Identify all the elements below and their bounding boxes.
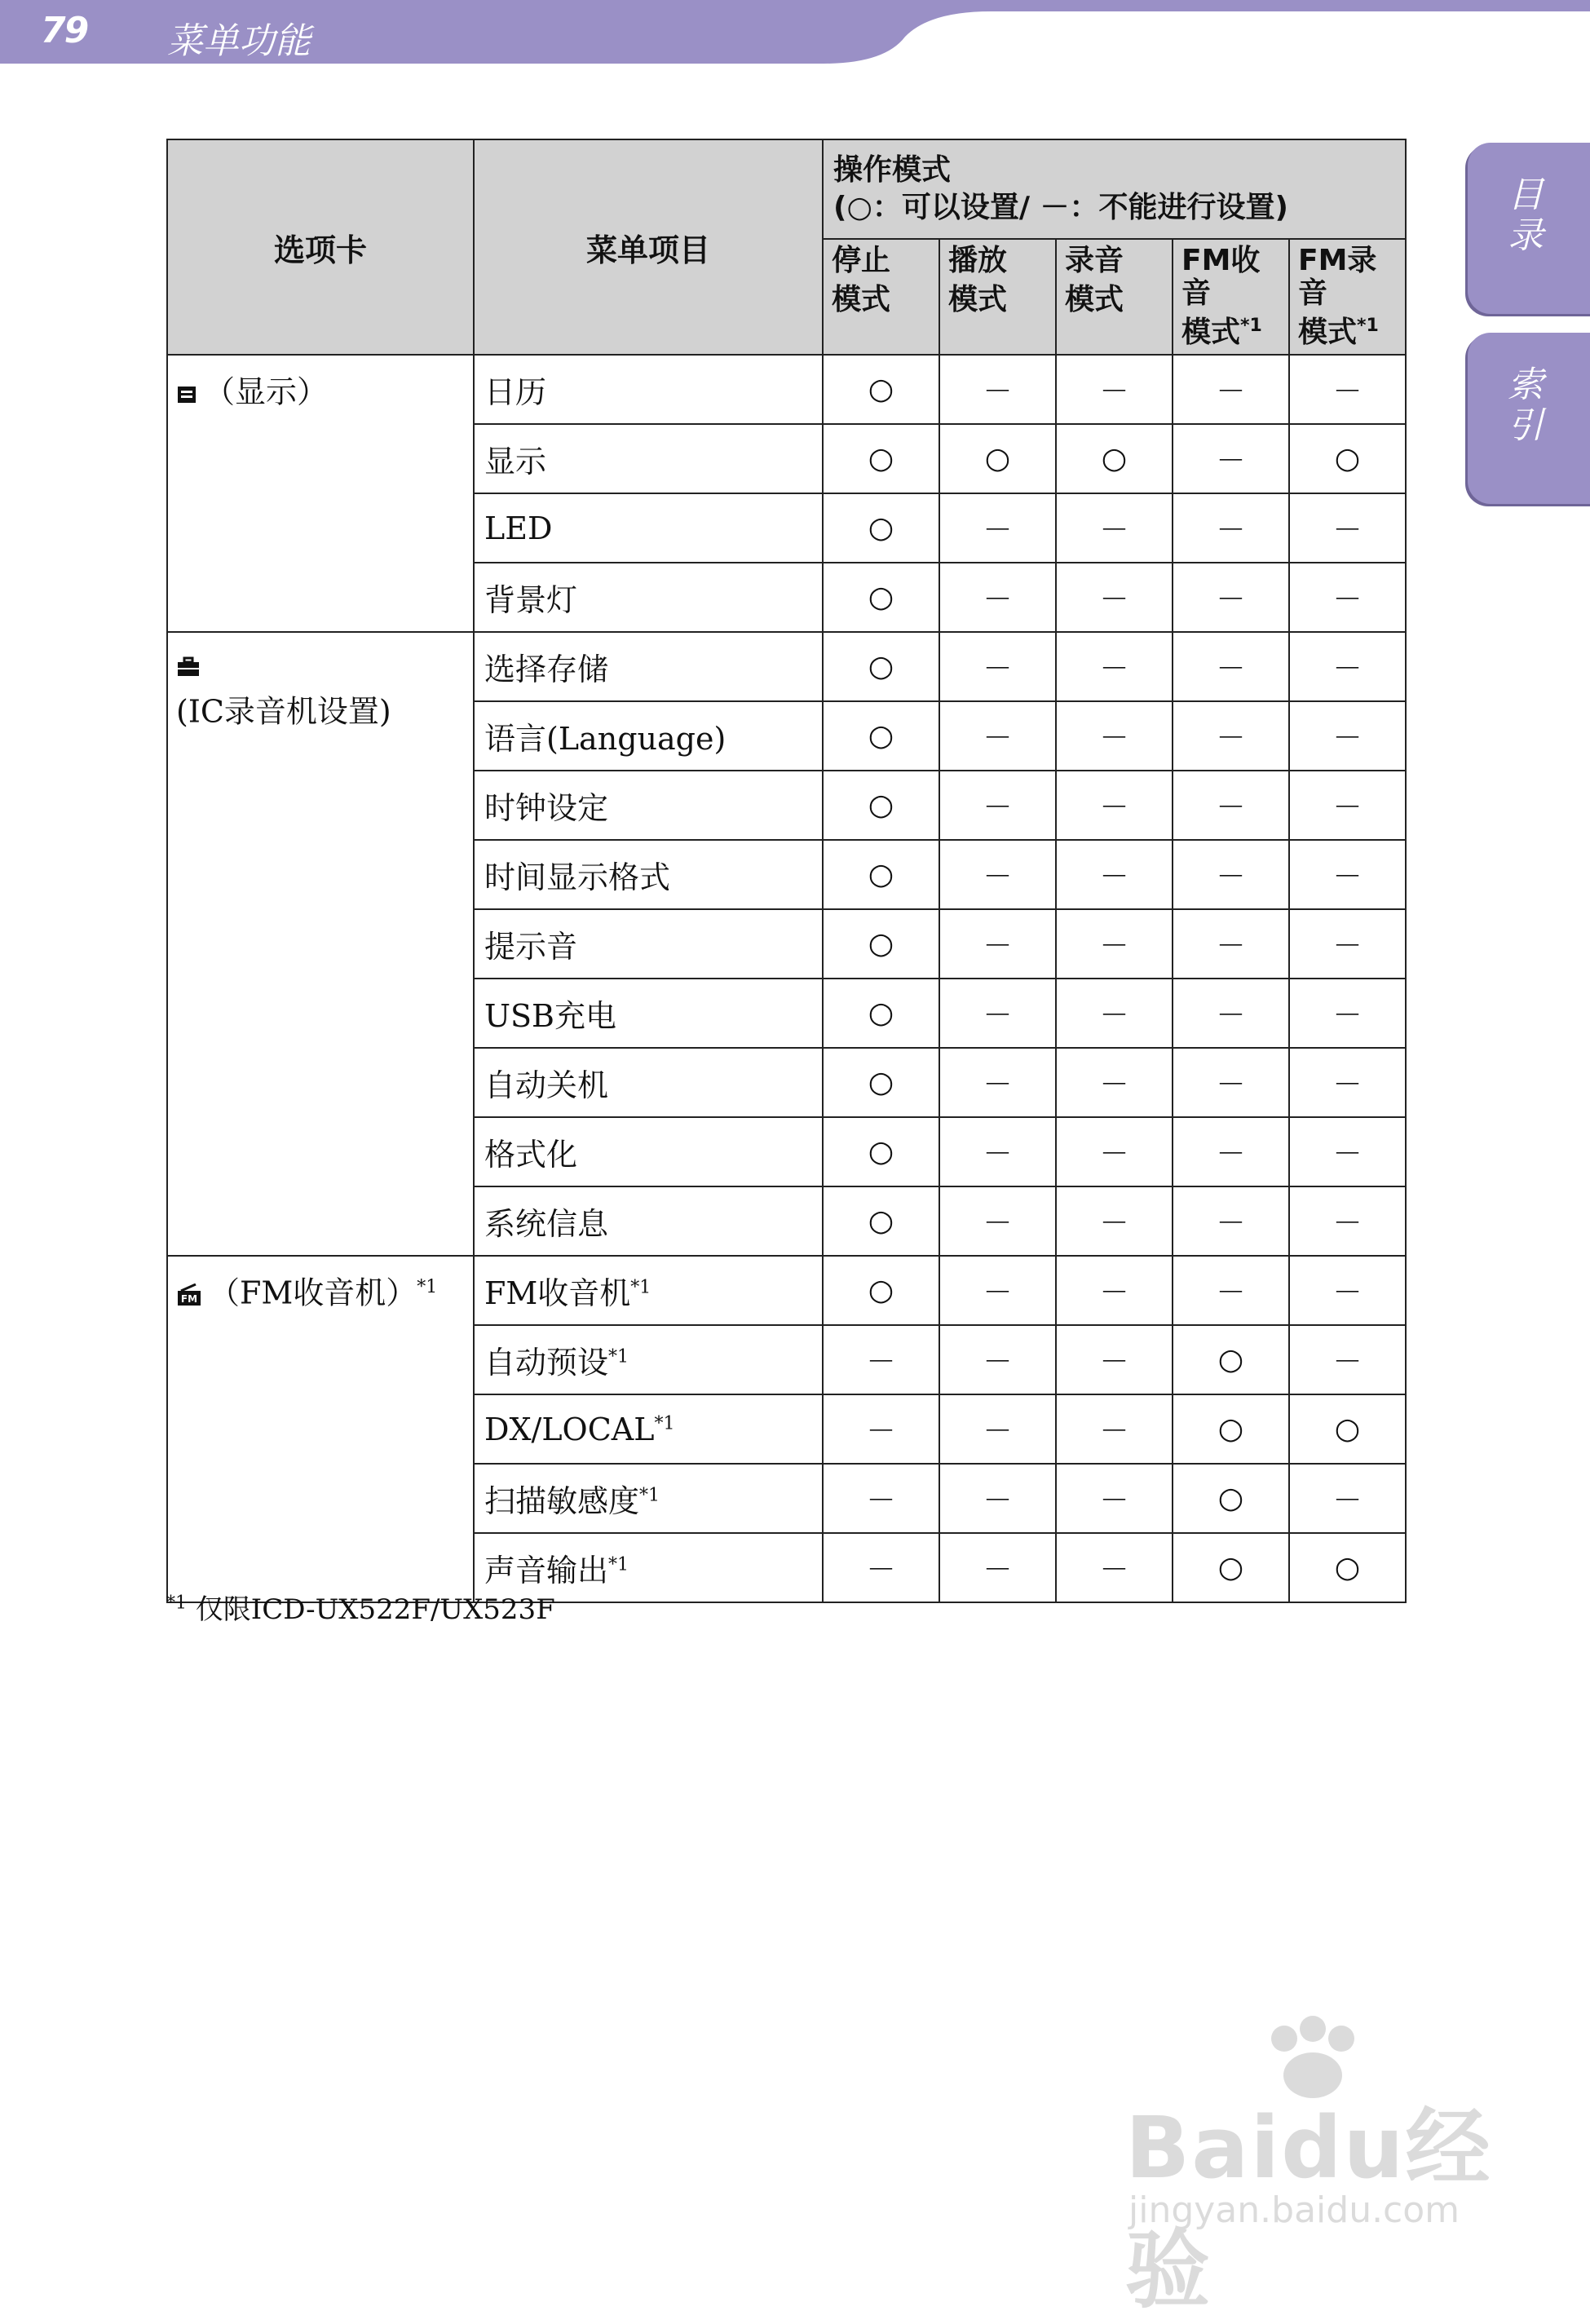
tab-cell — [167, 1256, 474, 1602]
header-tab: 选项卡 — [167, 139, 474, 355]
menu-item-cell — [474, 1186, 823, 1256]
menu-item-cell — [474, 632, 823, 701]
not-settable-mark: － — [1056, 840, 1173, 909]
tab-label: （显示） — [204, 373, 329, 410]
menu-item-label: 选择存储 — [484, 652, 609, 687]
not-settable-mark: － — [1173, 355, 1289, 424]
not-settable-mark: － — [1173, 563, 1289, 632]
not-settable-mark: － — [1056, 563, 1173, 632]
not-settable-mark: － — [1289, 355, 1406, 424]
not-settable-mark: － — [939, 1256, 1056, 1325]
not-settable-mark: － — [1173, 1117, 1289, 1186]
menu-item-label: 自动预设 — [484, 1345, 609, 1381]
not-settable-mark: － — [823, 1394, 939, 1464]
header-mode-0 — [823, 239, 939, 355]
page-number: 79 — [41, 10, 88, 51]
item-footnote-ref: *1 — [608, 1554, 629, 1575]
settable-mark: ○ — [823, 771, 939, 840]
footnote — [166, 1587, 555, 1627]
toc-tab-label: 目录 — [1501, 175, 1543, 257]
menu-item-label: 时间显示格式 — [484, 859, 671, 895]
not-settable-mark: － — [1056, 632, 1173, 701]
menu-item-cell — [474, 563, 823, 632]
table-header — [167, 139, 1406, 355]
baidu-watermark — [1125, 2014, 1500, 2320]
not-settable-mark: － — [1289, 1048, 1406, 1117]
not-settable-mark: － — [1056, 979, 1173, 1048]
settable-mark: ○ — [823, 563, 939, 632]
not-settable-mark: － — [939, 1186, 1056, 1256]
not-settable-mark: － — [1056, 1394, 1173, 1464]
not-settable-mark: － — [1289, 771, 1406, 840]
settable-mark: ○ — [1289, 1394, 1406, 1464]
menu-item-label: USB充电 — [484, 998, 616, 1034]
item-footnote-ref: *1 — [654, 1412, 675, 1434]
table-body — [167, 355, 1406, 1602]
not-settable-mark: － — [823, 1533, 939, 1602]
settable-mark: ○ — [823, 1186, 939, 1256]
menu-item-cell — [474, 493, 823, 563]
menu-item-cell — [474, 701, 823, 771]
menu-item-cell — [474, 1464, 823, 1533]
mode-line2: 模式 — [1181, 316, 1241, 349]
menu-item-label: FM收音机 — [484, 1275, 631, 1311]
mode-line2: 模式 — [948, 283, 1008, 316]
not-settable-mark: － — [1173, 424, 1289, 493]
settable-mark: ○ — [823, 632, 939, 701]
tab-label: （FM收音机） — [209, 1275, 417, 1311]
menu-item-cell — [474, 1394, 823, 1464]
mode-line1: 停止 — [832, 244, 891, 277]
menu-item-label: 系统信息 — [484, 1206, 609, 1242]
not-settable-mark: － — [1173, 979, 1289, 1048]
not-settable-mark: － — [823, 1325, 939, 1394]
settable-mark: ○ — [1056, 424, 1173, 493]
not-settable-mark: － — [1173, 1186, 1289, 1256]
not-settable-mark: － — [1056, 1117, 1173, 1186]
index-tab-label: 索引 — [1501, 365, 1543, 447]
not-settable-mark: － — [1056, 1325, 1173, 1394]
not-settable-mark: － — [1289, 909, 1406, 979]
not-settable-mark: － — [939, 1117, 1056, 1186]
menu-item-cell — [474, 424, 823, 493]
mode-line1: 录音 — [1065, 244, 1124, 277]
not-settable-mark: － — [1056, 1533, 1173, 1602]
tab-cell — [167, 632, 474, 1256]
not-settable-mark: － — [939, 632, 1056, 701]
settable-mark: ○ — [823, 424, 939, 493]
menu-item-label: DX/LOCAL — [484, 1411, 655, 1447]
menu-item-label: 格式化 — [484, 1137, 578, 1173]
not-settable-mark: － — [1289, 1464, 1406, 1533]
not-settable-mark: － — [939, 355, 1056, 424]
not-settable-mark: － — [1289, 563, 1406, 632]
mode-line2: 模式 — [1298, 316, 1358, 349]
not-settable-mark: － — [939, 771, 1056, 840]
mode-line1: 播放 — [948, 244, 1008, 277]
not-settable-mark: － — [1173, 840, 1289, 909]
table-row — [167, 632, 1406, 701]
not-settable-mark: － — [1173, 701, 1289, 771]
not-settable-mark: － — [1173, 1256, 1289, 1325]
watermark-logo: Baidu经验 — [1125, 2098, 1492, 2320]
mode-line1: FM录音 — [1298, 244, 1377, 310]
index-tab[interactable] — [1468, 333, 1590, 504]
section-title: 菜单功能 — [167, 20, 311, 62]
mode-footnote-ref: *1 — [1240, 316, 1262, 336]
menu-item-label: 自动关机 — [484, 1067, 609, 1103]
settable-mark: ○ — [823, 1256, 939, 1325]
not-settable-mark: － — [1289, 1117, 1406, 1186]
not-settable-mark: － — [1173, 771, 1289, 840]
mode-line2: 模式 — [832, 283, 891, 316]
settable-mark: ○ — [1289, 424, 1406, 493]
table-row — [167, 1256, 1406, 1325]
item-footnote-ref: *1 — [630, 1277, 651, 1298]
table-row — [167, 355, 1406, 424]
settable-mark: ○ — [823, 979, 939, 1048]
settable-mark: ○ — [823, 1048, 939, 1117]
settable-mark: ○ — [1173, 1394, 1289, 1464]
operation-mode-title: 操作模式 — [833, 153, 952, 187]
operation-mode-legend: (○：可以设置/ －：不能进行设置) — [833, 191, 1289, 224]
not-settable-mark: － — [939, 563, 1056, 632]
not-settable-mark: － — [939, 493, 1056, 563]
not-settable-mark: － — [1173, 909, 1289, 979]
settable-mark: ○ — [823, 493, 939, 563]
menu-item-cell — [474, 771, 823, 840]
mode-line2: 模式 — [1065, 283, 1124, 316]
footnote-text: 仅限ICD-UX522F/UX523F — [195, 1593, 555, 1626]
menu-item-label: 日历 — [484, 374, 547, 410]
settable-mark: ○ — [823, 1117, 939, 1186]
footnote-mark: *1 — [166, 1593, 187, 1614]
not-settable-mark: － — [939, 840, 1056, 909]
menu-item-cell — [474, 355, 823, 424]
mode-line1: FM收音 — [1181, 244, 1261, 310]
header-mode-4 — [1289, 239, 1406, 355]
not-settable-mark: － — [1289, 1325, 1406, 1394]
not-settable-mark: － — [1056, 771, 1173, 840]
not-settable-mark: － — [1173, 493, 1289, 563]
menu-item-label: 声音输出 — [484, 1553, 609, 1588]
settable-mark: ○ — [823, 840, 939, 909]
settable-mark: ○ — [939, 424, 1056, 493]
menu-item-cell — [474, 840, 823, 909]
settable-mark: ○ — [1173, 1533, 1289, 1602]
not-settable-mark: － — [939, 1048, 1056, 1117]
settable-mark: ○ — [1173, 1464, 1289, 1533]
tab-label: (IC录音机设置) — [176, 693, 391, 730]
not-settable-mark: － — [1056, 1256, 1173, 1325]
header-operation-mode — [823, 139, 1406, 239]
menu-item-label: 扫描敏感度 — [484, 1483, 640, 1519]
header-mode-3 — [1173, 239, 1289, 355]
item-footnote-ref: *1 — [608, 1346, 629, 1367]
tab-cell — [167, 355, 474, 632]
settable-mark: ○ — [1173, 1325, 1289, 1394]
watermark-url: jingyan.baidu.com — [1128, 2189, 1460, 2231]
fm-radio-icon — [176, 1276, 202, 1315]
header-menu-item: 菜单项目 — [474, 139, 823, 355]
not-settable-mark: － — [1289, 701, 1406, 771]
settable-mark: ○ — [823, 909, 939, 979]
menu-item-label: 显示 — [484, 444, 547, 479]
menu-item-cell — [474, 909, 823, 979]
not-settable-mark: － — [1173, 1048, 1289, 1117]
not-settable-mark: － — [939, 909, 1056, 979]
not-settable-mark: － — [823, 1464, 939, 1533]
toolbox-icon — [176, 647, 201, 687]
not-settable-mark: － — [939, 1325, 1056, 1394]
not-settable-mark: － — [1056, 493, 1173, 563]
not-settable-mark: － — [1056, 701, 1173, 771]
tab-footnote-ref: *1 — [417, 1277, 438, 1297]
not-settable-mark: － — [939, 701, 1056, 771]
item-footnote-ref: *1 — [639, 1485, 660, 1506]
menu-item-cell — [474, 979, 823, 1048]
menu-item-label: 背景灯 — [484, 582, 578, 618]
not-settable-mark: － — [939, 979, 1056, 1048]
toc-tab[interactable] — [1468, 143, 1590, 314]
not-settable-mark: － — [1289, 1256, 1406, 1325]
not-settable-mark: － — [1289, 1186, 1406, 1256]
svg-text:FM: FM — [180, 1293, 198, 1306]
not-settable-mark: － — [1289, 979, 1406, 1048]
not-settable-mark: － — [939, 1464, 1056, 1533]
not-settable-mark: － — [1056, 909, 1173, 979]
page-header — [0, 0, 1590, 65]
menu-item-label: LED — [484, 510, 553, 546]
menu-item-cell — [474, 1256, 823, 1325]
mode-footnote-ref: *1 — [1357, 316, 1379, 336]
menu-item-label: 提示音 — [484, 929, 578, 965]
menu-item-cell — [474, 1325, 823, 1394]
not-settable-mark: － — [1056, 355, 1173, 424]
not-settable-mark: － — [1173, 632, 1289, 701]
not-settable-mark: － — [1289, 840, 1406, 909]
menu-item-label: 时钟设定 — [484, 790, 609, 826]
not-settable-mark: － — [1056, 1186, 1173, 1256]
display-icon — [176, 375, 197, 414]
not-settable-mark: － — [939, 1394, 1056, 1464]
settable-mark: ○ — [823, 355, 939, 424]
not-settable-mark: － — [1289, 632, 1406, 701]
menu-item-cell — [474, 1117, 823, 1186]
not-settable-mark: － — [1289, 493, 1406, 563]
not-settable-mark: － — [1056, 1464, 1173, 1533]
settable-mark: ○ — [1289, 1533, 1406, 1602]
not-settable-mark: － — [939, 1533, 1056, 1602]
settable-mark: ○ — [823, 701, 939, 771]
menu-item-cell — [474, 1048, 823, 1117]
not-settable-mark: － — [1056, 1048, 1173, 1117]
header-mode-2 — [1056, 239, 1173, 355]
header-mode-1 — [939, 239, 1056, 355]
menu-function-table — [166, 139, 1407, 1603]
menu-item-label: 语言(Language) — [484, 721, 727, 757]
